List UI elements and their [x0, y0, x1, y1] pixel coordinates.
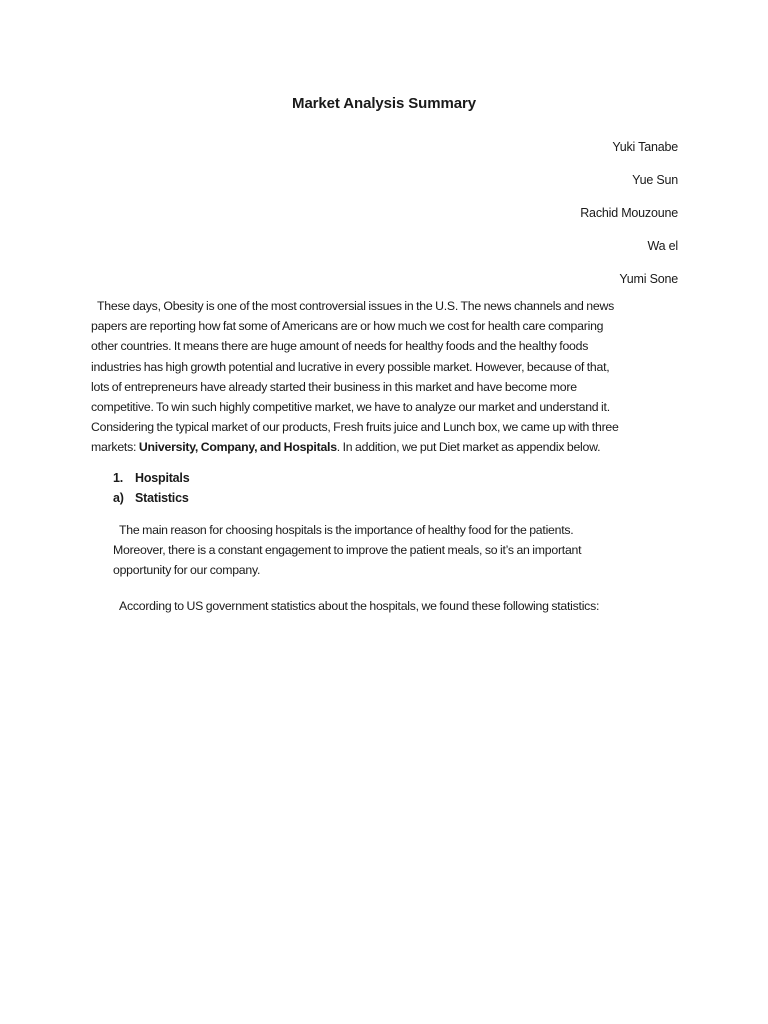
- paragraph-line: opportunity for our company.: [113, 563, 261, 578]
- list-item: [113, 488, 189, 508]
- author-list: [580, 131, 678, 296]
- paragraph-line: papers are reporting how fat some of Americans are or how much we cost for health care comparing: [91, 319, 604, 334]
- paragraph-line: lots of entrepreneurs have already started their business in this market and have become more: [91, 379, 577, 394]
- paragraph-line: According to US government statistics about the hospitals, we found these following statistics:: [119, 599, 600, 613]
- statistics-paragraph: [113, 596, 673, 616]
- section-heading-statistics: Statistics: [135, 491, 189, 505]
- section-heading-hospitals: Hospitals: [135, 471, 190, 485]
- paragraph-line: [91, 437, 681, 457]
- document-title: Market Analysis Summary: [292, 95, 476, 112]
- hospital-paragraph: [113, 520, 673, 581]
- section-list: [113, 468, 189, 508]
- paragraph-line: industries has high growth potential and lucrative in every possible market. However, because of that,: [91, 359, 610, 374]
- paragraph-line: other countries. It means there are huge amount of needs for healthy foods and the healthy foods: [91, 339, 589, 354]
- list-marker: 1.: [113, 471, 124, 485]
- paragraph-line: These days, Obesity is one of the most controversial issues in the U.S. The news channels and news: [97, 299, 614, 313]
- paragraph-line: Moreover, there is a constant engagement to improve the patient meals, so it’s an important: [113, 543, 582, 558]
- list-marker: a): [113, 491, 124, 505]
- author-name: Yumi Sone: [619, 272, 678, 286]
- paragraph-line: competitive. To win such highly competitive market, we have to analyze our market and understand it.: [91, 399, 610, 414]
- paragraph-text: . In addition, we put Diet market as appendix below.: [336, 440, 601, 455]
- paragraph-line: Considering the typical market of our products, Fresh fruits juice and Lunch box, we came up with three: [91, 420, 619, 435]
- market-list-bold: University, Company, and Hospitals: [138, 440, 337, 455]
- list-item: [113, 468, 189, 488]
- author-name: Yuki Tanabe: [612, 140, 678, 154]
- author-name: Rachid Mouzoune: [580, 206, 678, 220]
- author-name: Yue Sun: [632, 173, 678, 187]
- intro-paragraph: [91, 296, 681, 458]
- paragraph-text: markets:: [91, 440, 139, 455]
- author-name: Wa el: [647, 239, 678, 253]
- paragraph-line: The main reason for choosing hospitals is the importance of healthy food for the patients.: [119, 523, 574, 537]
